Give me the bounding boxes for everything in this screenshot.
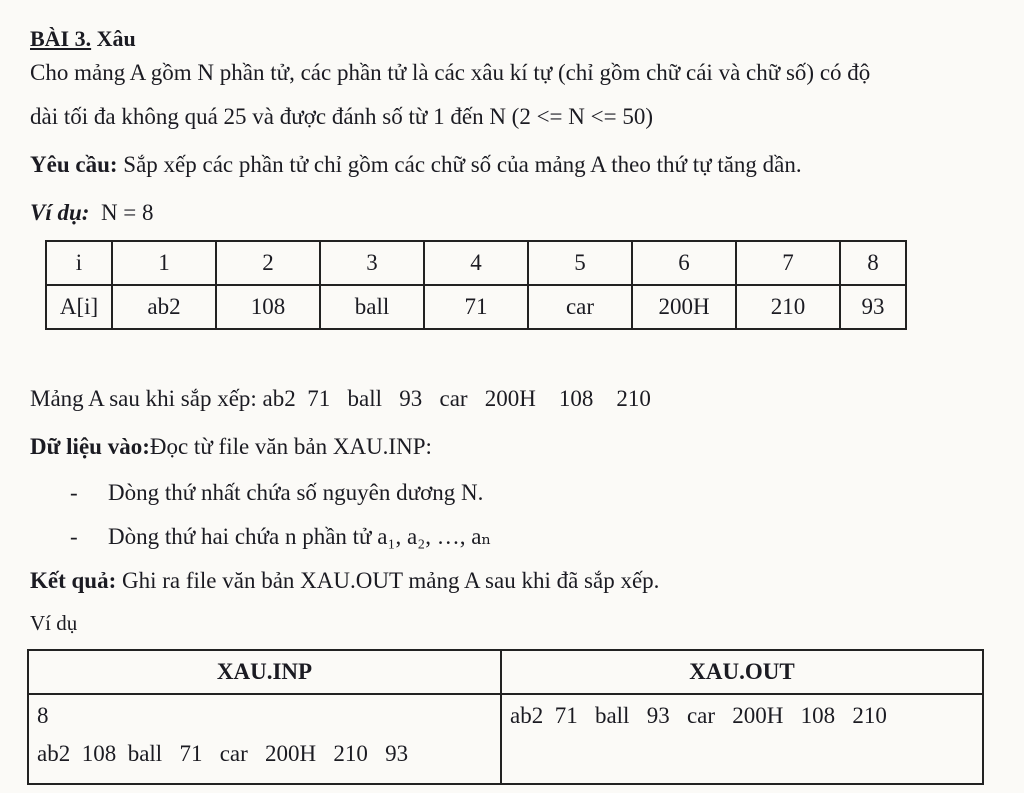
input-label: Dữ liệu vào: [30,434,150,459]
inp-file-content [28,694,501,784]
exercise-name: Xâu [96,26,136,51]
example-n-value: N = 8 [89,200,154,225]
out-file-header: XAU.OUT [501,650,983,694]
bullet-dash: - [70,524,78,549]
input-bullet-2 [70,522,491,552]
output-label: Kết quả: [30,568,117,593]
example-array-table [45,240,907,330]
table-row-index [46,241,906,285]
example-label: Ví dụ: [30,200,90,225]
value-cell: ball [320,285,424,329]
exercise-number: BÀI 3. [30,26,92,51]
example-heading [30,198,154,228]
index-cell: 6 [632,241,736,285]
io-example-table [27,649,984,785]
io-header-row [28,650,983,694]
index-cell: 5 [528,241,632,285]
index-cell: 1 [112,241,216,285]
input-text: Đọc từ file văn bản XAU.INP: [149,434,432,459]
output-section [30,566,659,596]
exercise-title [30,24,136,54]
value-cell: 108 [216,285,320,329]
index-header-cell: i [46,241,112,285]
input-bullet-1-text: Dòng thứ nhất chứa số nguyên dương N. [108,480,484,505]
sorted-result: Mảng A sau khi sắp xếp: ab2 71 ball 93 car 200H 108 210 [30,386,651,411]
input-bullet-2-text: Dòng thứ hai chứa n phần tử a₁, a₂, …, aₙ [108,524,492,549]
value-cell: 200H [632,285,736,329]
index-cell: 2 [216,241,320,285]
requirement-text: Sắp xếp các phần tử chỉ gồm các chữ số của mảng A theo thứ tự tăng dần. [117,152,802,177]
intro-line-1: Cho mảng A gồm N phần tử, các phần tử là các xâu kí tự (chỉ gồm chữ cái và chữ số) có độ [30,60,871,85]
value-cell: 93 [840,285,906,329]
index-cell: 3 [320,241,424,285]
out-line-1: ab2 71 ball 93 car 200H 108 210 [510,703,887,728]
io-content-row [28,694,983,784]
inp-line-2: ab2 108 ball 71 car 200H 210 93 [37,741,409,766]
value-cell: car [528,285,632,329]
out-file-content [501,694,983,784]
index-cell: 4 [424,241,528,285]
value-header-cell: A[i] [46,285,112,329]
value-cell: 71 [424,285,528,329]
example-2-label: Ví dụ [30,611,78,635]
bullet-dash: - [70,480,78,505]
output-text: Ghi ra file văn bản XAU.OUT mảng A sau khi đã sắp xếp. [116,568,660,593]
table-row-values [46,285,906,329]
value-cell: 210 [736,285,840,329]
value-cell: ab2 [112,285,216,329]
inp-file-header: XAU.INP [28,650,501,694]
index-cell: 7 [736,241,840,285]
input-section [30,432,432,462]
requirement-label: Yêu cầu: [30,152,118,177]
inp-line-1: 8 [37,703,49,728]
requirement [30,150,802,180]
intro-line-2: dài tối đa không quá 25 và được đánh số từ 1 đến N (2 <= N <= 50) [30,104,653,129]
index-cell: 8 [840,241,906,285]
input-bullet-1 [70,478,483,508]
